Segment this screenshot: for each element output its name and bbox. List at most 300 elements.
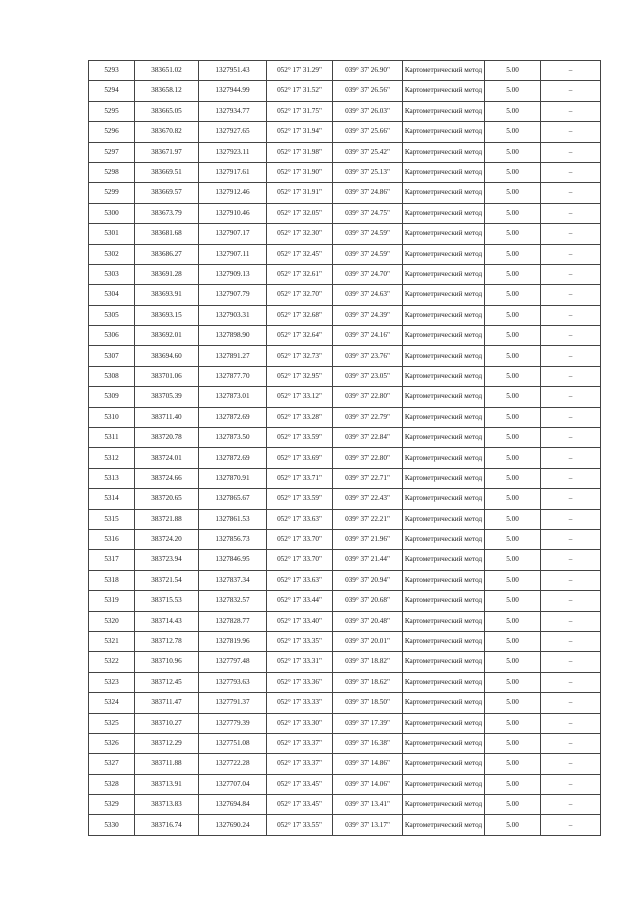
method-cell: Картометрический метод <box>403 631 485 651</box>
point-number-cell: 5308 <box>89 366 135 386</box>
table-row <box>89 591 601 611</box>
note-cell: – <box>541 529 601 549</box>
x-coordinate-cell: 383665.05 <box>135 101 199 121</box>
note-cell: – <box>541 693 601 713</box>
note-cell: – <box>541 672 601 692</box>
accuracy-cell: 5.00 <box>485 101 541 121</box>
latitude-cell: 052° 17' 31.94" <box>267 122 333 142</box>
accuracy-cell: 5.00 <box>485 203 541 223</box>
longitude-cell: 039° 37' 25.66" <box>333 122 403 142</box>
x-coordinate-cell: 383693.15 <box>135 305 199 325</box>
accuracy-cell: 5.00 <box>485 428 541 448</box>
x-coordinate-cell: 383691.28 <box>135 264 199 284</box>
accuracy-cell: 5.00 <box>485 142 541 162</box>
table-row <box>89 183 601 203</box>
latitude-cell: 052° 17' 33.70" <box>267 550 333 570</box>
point-number-cell: 5303 <box>89 264 135 284</box>
point-number-cell: 5320 <box>89 611 135 631</box>
method-cell: Картометрический метод <box>403 142 485 162</box>
method-cell: Картометрический метод <box>403 387 485 407</box>
table-row <box>89 693 601 713</box>
y-coordinate-cell: 1327912.46 <box>199 183 267 203</box>
y-coordinate-cell: 1327898.90 <box>199 326 267 346</box>
accuracy-cell: 5.00 <box>485 611 541 631</box>
accuracy-cell: 5.00 <box>485 387 541 407</box>
table-row <box>89 713 601 733</box>
note-cell: – <box>541 550 601 570</box>
accuracy-cell: 5.00 <box>485 754 541 774</box>
longitude-cell: 039° 37' 13.41" <box>333 795 403 815</box>
latitude-cell: 052° 17' 33.69" <box>267 448 333 468</box>
note-cell: – <box>541 652 601 672</box>
point-number-cell: 5299 <box>89 183 135 203</box>
y-coordinate-cell: 1327910.46 <box>199 203 267 223</box>
accuracy-cell: 5.00 <box>485 61 541 81</box>
method-cell: Картометрический метод <box>403 305 485 325</box>
point-number-cell: 5323 <box>89 672 135 692</box>
longitude-cell: 039° 37' 13.17" <box>333 815 403 835</box>
point-number-cell: 5319 <box>89 591 135 611</box>
y-coordinate-cell: 1327870.91 <box>199 468 267 488</box>
longitude-cell: 039° 37' 22.43" <box>333 489 403 509</box>
table-row <box>89 672 601 692</box>
x-coordinate-cell: 383724.20 <box>135 529 199 549</box>
note-cell: – <box>541 203 601 223</box>
longitude-cell: 039° 37' 22.80" <box>333 448 403 468</box>
point-number-cell: 5321 <box>89 631 135 651</box>
method-cell: Картометрический метод <box>403 693 485 713</box>
note-cell: – <box>541 122 601 142</box>
x-coordinate-cell: 383693.91 <box>135 285 199 305</box>
point-number-cell: 5312 <box>89 448 135 468</box>
longitude-cell: 039° 37' 18.82" <box>333 652 403 672</box>
accuracy-cell: 5.00 <box>485 285 541 305</box>
accuracy-cell: 5.00 <box>485 631 541 651</box>
latitude-cell: 052° 17' 33.28" <box>267 407 333 427</box>
accuracy-cell: 5.00 <box>485 468 541 488</box>
longitude-cell: 039° 37' 20.01" <box>333 631 403 651</box>
y-coordinate-cell: 1327861.53 <box>199 509 267 529</box>
longitude-cell: 039° 37' 20.68" <box>333 591 403 611</box>
x-coordinate-cell: 383712.29 <box>135 733 199 753</box>
point-number-cell: 5317 <box>89 550 135 570</box>
table-row <box>89 611 601 631</box>
longitude-cell: 039° 37' 26.56" <box>333 81 403 101</box>
table-row <box>89 448 601 468</box>
note-cell: – <box>541 733 601 753</box>
table-row <box>89 754 601 774</box>
y-coordinate-cell: 1327856.73 <box>199 529 267 549</box>
note-cell: – <box>541 224 601 244</box>
latitude-cell: 052° 17' 33.63" <box>267 570 333 590</box>
table-row <box>89 203 601 223</box>
method-cell: Картометрический метод <box>403 652 485 672</box>
note-cell: – <box>541 162 601 182</box>
longitude-cell: 039° 37' 14.86" <box>333 754 403 774</box>
longitude-cell: 039° 37' 24.59" <box>333 224 403 244</box>
point-number-cell: 5328 <box>89 774 135 794</box>
method-cell: Картометрический метод <box>403 244 485 264</box>
point-number-cell: 5325 <box>89 713 135 733</box>
latitude-cell: 052° 17' 32.45" <box>267 244 333 264</box>
longitude-cell: 039° 37' 24.16" <box>333 326 403 346</box>
note-cell: – <box>541 428 601 448</box>
note-cell: – <box>541 795 601 815</box>
method-cell: Картометрический метод <box>403 815 485 835</box>
longitude-cell: 039° 37' 25.13" <box>333 162 403 182</box>
x-coordinate-cell: 383715.53 <box>135 591 199 611</box>
note-cell: – <box>541 81 601 101</box>
accuracy-cell: 5.00 <box>485 305 541 325</box>
y-coordinate-cell: 1327707.04 <box>199 774 267 794</box>
y-coordinate-cell: 1327797.48 <box>199 652 267 672</box>
accuracy-cell: 5.00 <box>485 652 541 672</box>
latitude-cell: 052° 17' 32.64" <box>267 326 333 346</box>
note-cell: – <box>541 366 601 386</box>
accuracy-cell: 5.00 <box>485 550 541 570</box>
x-coordinate-cell: 383713.83 <box>135 795 199 815</box>
longitude-cell: 039° 37' 22.80" <box>333 387 403 407</box>
longitude-cell: 039° 37' 20.94" <box>333 570 403 590</box>
latitude-cell: 052° 17' 33.35" <box>267 631 333 651</box>
latitude-cell: 052° 17' 33.71" <box>267 468 333 488</box>
longitude-cell: 039° 37' 23.05" <box>333 366 403 386</box>
note-cell: – <box>541 285 601 305</box>
method-cell: Картометрический метод <box>403 122 485 142</box>
x-coordinate-cell: 383713.91 <box>135 774 199 794</box>
latitude-cell: 052° 17' 31.52" <box>267 81 333 101</box>
y-coordinate-cell: 1327873.01 <box>199 387 267 407</box>
table-row <box>89 407 601 427</box>
x-coordinate-cell: 383692.01 <box>135 326 199 346</box>
method-cell: Картометрический метод <box>403 285 485 305</box>
accuracy-cell: 5.00 <box>485 795 541 815</box>
point-number-cell: 5330 <box>89 815 135 835</box>
method-cell: Картометрический метод <box>403 346 485 366</box>
note-cell: – <box>541 489 601 509</box>
method-cell: Картометрический метод <box>403 795 485 815</box>
latitude-cell: 052° 17' 31.98" <box>267 142 333 162</box>
longitude-cell: 039° 37' 21.44" <box>333 550 403 570</box>
latitude-cell: 052° 17' 33.45" <box>267 795 333 815</box>
accuracy-cell: 5.00 <box>485 448 541 468</box>
table-row <box>89 366 601 386</box>
latitude-cell: 052° 17' 32.70" <box>267 285 333 305</box>
table-row <box>89 529 601 549</box>
note-cell: – <box>541 591 601 611</box>
accuracy-cell: 5.00 <box>485 815 541 835</box>
latitude-cell: 052° 17' 31.91" <box>267 183 333 203</box>
point-number-cell: 5301 <box>89 224 135 244</box>
y-coordinate-cell: 1327828.77 <box>199 611 267 631</box>
y-coordinate-cell: 1327819.96 <box>199 631 267 651</box>
accuracy-cell: 5.00 <box>485 162 541 182</box>
latitude-cell: 052° 17' 31.29" <box>267 61 333 81</box>
table-row <box>89 815 601 835</box>
point-number-cell: 5306 <box>89 326 135 346</box>
method-cell: Картометрический метод <box>403 611 485 631</box>
y-coordinate-cell: 1327907.17 <box>199 224 267 244</box>
point-number-cell: 5314 <box>89 489 135 509</box>
longitude-cell: 039° 37' 24.59" <box>333 244 403 264</box>
accuracy-cell: 5.00 <box>485 183 541 203</box>
accuracy-cell: 5.00 <box>485 122 541 142</box>
y-coordinate-cell: 1327877.70 <box>199 366 267 386</box>
y-coordinate-cell: 1327872.69 <box>199 407 267 427</box>
note-cell: – <box>541 774 601 794</box>
note-cell: – <box>541 448 601 468</box>
longitude-cell: 039° 37' 14.06" <box>333 774 403 794</box>
note-cell: – <box>541 244 601 264</box>
point-number-cell: 5315 <box>89 509 135 529</box>
longitude-cell: 039° 37' 18.62" <box>333 672 403 692</box>
latitude-cell: 052° 17' 33.70" <box>267 529 333 549</box>
table-row <box>89 570 601 590</box>
coordinates-table-body <box>89 61 601 836</box>
accuracy-cell: 5.00 <box>485 591 541 611</box>
latitude-cell: 052° 17' 32.05" <box>267 203 333 223</box>
accuracy-cell: 5.00 <box>485 366 541 386</box>
method-cell: Картометрический метод <box>403 754 485 774</box>
x-coordinate-cell: 383712.78 <box>135 631 199 651</box>
latitude-cell: 052° 17' 31.90" <box>267 162 333 182</box>
method-cell: Картометрический метод <box>403 224 485 244</box>
note-cell: – <box>541 631 601 651</box>
accuracy-cell: 5.00 <box>485 570 541 590</box>
note-cell: – <box>541 264 601 284</box>
point-number-cell: 5295 <box>89 101 135 121</box>
latitude-cell: 052° 17' 33.63" <box>267 509 333 529</box>
accuracy-cell: 5.00 <box>485 489 541 509</box>
table-row <box>89 326 601 346</box>
longitude-cell: 039° 37' 22.79" <box>333 407 403 427</box>
y-coordinate-cell: 1327690.24 <box>199 815 267 835</box>
table-row <box>89 774 601 794</box>
latitude-cell: 052° 17' 33.37" <box>267 754 333 774</box>
point-number-cell: 5327 <box>89 754 135 774</box>
point-number-cell: 5298 <box>89 162 135 182</box>
longitude-cell: 039° 37' 22.21" <box>333 509 403 529</box>
note-cell: – <box>541 468 601 488</box>
longitude-cell: 039° 37' 26.03" <box>333 101 403 121</box>
y-coordinate-cell: 1327891.27 <box>199 346 267 366</box>
y-coordinate-cell: 1327934.77 <box>199 101 267 121</box>
latitude-cell: 052° 17' 32.73" <box>267 346 333 366</box>
method-cell: Картометрический метод <box>403 61 485 81</box>
point-number-cell: 5326 <box>89 733 135 753</box>
method-cell: Картометрический метод <box>403 489 485 509</box>
y-coordinate-cell: 1327873.50 <box>199 428 267 448</box>
point-number-cell: 5313 <box>89 468 135 488</box>
point-number-cell: 5294 <box>89 81 135 101</box>
x-coordinate-cell: 383669.51 <box>135 162 199 182</box>
y-coordinate-cell: 1327791.37 <box>199 693 267 713</box>
note-cell: – <box>541 387 601 407</box>
table-row <box>89 387 601 407</box>
longitude-cell: 039° 37' 17.39" <box>333 713 403 733</box>
accuracy-cell: 5.00 <box>485 693 541 713</box>
latitude-cell: 052° 17' 33.36" <box>267 672 333 692</box>
x-coordinate-cell: 383705.39 <box>135 387 199 407</box>
note-cell: – <box>541 754 601 774</box>
longitude-cell: 039° 37' 23.76" <box>333 346 403 366</box>
x-coordinate-cell: 383716.74 <box>135 815 199 835</box>
note-cell: – <box>541 61 601 81</box>
y-coordinate-cell: 1327872.69 <box>199 448 267 468</box>
method-cell: Картометрический метод <box>403 774 485 794</box>
method-cell: Картометрический метод <box>403 570 485 590</box>
method-cell: Картометрический метод <box>403 81 485 101</box>
coordinates-table <box>88 60 601 836</box>
longitude-cell: 039° 37' 22.71" <box>333 468 403 488</box>
point-number-cell: 5318 <box>89 570 135 590</box>
latitude-cell: 052° 17' 33.55" <box>267 815 333 835</box>
x-coordinate-cell: 383686.27 <box>135 244 199 264</box>
x-coordinate-cell: 383670.82 <box>135 122 199 142</box>
x-coordinate-cell: 383681.68 <box>135 224 199 244</box>
note-cell: – <box>541 815 601 835</box>
y-coordinate-cell: 1327832.57 <box>199 591 267 611</box>
x-coordinate-cell: 383714.43 <box>135 611 199 631</box>
point-number-cell: 5302 <box>89 244 135 264</box>
table-row <box>89 346 601 366</box>
latitude-cell: 052° 17' 33.59" <box>267 428 333 448</box>
note-cell: – <box>541 713 601 733</box>
note-cell: – <box>541 183 601 203</box>
latitude-cell: 052° 17' 33.37" <box>267 733 333 753</box>
x-coordinate-cell: 383671.97 <box>135 142 199 162</box>
method-cell: Картометрический метод <box>403 264 485 284</box>
note-cell: – <box>541 142 601 162</box>
point-number-cell: 5311 <box>89 428 135 448</box>
x-coordinate-cell: 383711.88 <box>135 754 199 774</box>
y-coordinate-cell: 1327722.28 <box>199 754 267 774</box>
x-coordinate-cell: 383721.54 <box>135 570 199 590</box>
method-cell: Картометрический метод <box>403 326 485 346</box>
x-coordinate-cell: 383701.06 <box>135 366 199 386</box>
table-row <box>89 733 601 753</box>
y-coordinate-cell: 1327951.43 <box>199 61 267 81</box>
x-coordinate-cell: 383669.57 <box>135 183 199 203</box>
latitude-cell: 052° 17' 32.61" <box>267 264 333 284</box>
point-number-cell: 5329 <box>89 795 135 815</box>
longitude-cell: 039° 37' 24.63" <box>333 285 403 305</box>
latitude-cell: 052° 17' 33.59" <box>267 489 333 509</box>
method-cell: Картометрический метод <box>403 733 485 753</box>
table-row <box>89 795 601 815</box>
x-coordinate-cell: 383658.12 <box>135 81 199 101</box>
accuracy-cell: 5.00 <box>485 326 541 346</box>
x-coordinate-cell: 383712.45 <box>135 672 199 692</box>
method-cell: Картометрический метод <box>403 713 485 733</box>
longitude-cell: 039° 37' 20.48" <box>333 611 403 631</box>
note-cell: – <box>541 326 601 346</box>
method-cell: Картометрический метод <box>403 183 485 203</box>
table-row <box>89 101 601 121</box>
y-coordinate-cell: 1327846.95 <box>199 550 267 570</box>
accuracy-cell: 5.00 <box>485 713 541 733</box>
latitude-cell: 052° 17' 32.30" <box>267 224 333 244</box>
point-number-cell: 5307 <box>89 346 135 366</box>
table-row <box>89 285 601 305</box>
latitude-cell: 052° 17' 32.68" <box>267 305 333 325</box>
method-cell: Картометрический метод <box>403 672 485 692</box>
y-coordinate-cell: 1327751.08 <box>199 733 267 753</box>
accuracy-cell: 5.00 <box>485 509 541 529</box>
x-coordinate-cell: 383711.40 <box>135 407 199 427</box>
x-coordinate-cell: 383724.01 <box>135 448 199 468</box>
longitude-cell: 039° 37' 26.90" <box>333 61 403 81</box>
x-coordinate-cell: 383711.47 <box>135 693 199 713</box>
longitude-cell: 039° 37' 24.75" <box>333 203 403 223</box>
accuracy-cell: 5.00 <box>485 224 541 244</box>
method-cell: Картометрический метод <box>403 529 485 549</box>
table-row <box>89 428 601 448</box>
latitude-cell: 052° 17' 33.44" <box>267 591 333 611</box>
table-row <box>89 550 601 570</box>
note-cell: – <box>541 305 601 325</box>
point-number-cell: 5310 <box>89 407 135 427</box>
table-row <box>89 489 601 509</box>
method-cell: Картометрический метод <box>403 550 485 570</box>
point-number-cell: 5297 <box>89 142 135 162</box>
point-number-cell: 5300 <box>89 203 135 223</box>
x-coordinate-cell: 383710.27 <box>135 713 199 733</box>
accuracy-cell: 5.00 <box>485 529 541 549</box>
longitude-cell: 039° 37' 24.70" <box>333 264 403 284</box>
x-coordinate-cell: 383724.66 <box>135 468 199 488</box>
method-cell: Картометрический метод <box>403 468 485 488</box>
longitude-cell: 039° 37' 24.39" <box>333 305 403 325</box>
table-row <box>89 162 601 182</box>
table-row <box>89 61 601 81</box>
note-cell: – <box>541 346 601 366</box>
y-coordinate-cell: 1327903.31 <box>199 305 267 325</box>
latitude-cell: 052° 17' 33.45" <box>267 774 333 794</box>
table-row <box>89 305 601 325</box>
method-cell: Картометрический метод <box>403 162 485 182</box>
latitude-cell: 052° 17' 33.12" <box>267 387 333 407</box>
method-cell: Картометрический метод <box>403 509 485 529</box>
longitude-cell: 039° 37' 22.84" <box>333 428 403 448</box>
point-number-cell: 5304 <box>89 285 135 305</box>
table-row <box>89 468 601 488</box>
table-row <box>89 509 601 529</box>
latitude-cell: 052° 17' 33.40" <box>267 611 333 631</box>
point-number-cell: 5293 <box>89 61 135 81</box>
table-row <box>89 81 601 101</box>
longitude-cell: 039° 37' 18.50" <box>333 693 403 713</box>
y-coordinate-cell: 1327944.99 <box>199 81 267 101</box>
accuracy-cell: 5.00 <box>485 81 541 101</box>
table-row <box>89 652 601 672</box>
y-coordinate-cell: 1327694.84 <box>199 795 267 815</box>
point-number-cell: 5324 <box>89 693 135 713</box>
latitude-cell: 052° 17' 33.33" <box>267 693 333 713</box>
y-coordinate-cell: 1327793.63 <box>199 672 267 692</box>
x-coordinate-cell: 383720.65 <box>135 489 199 509</box>
longitude-cell: 039° 37' 24.86" <box>333 183 403 203</box>
y-coordinate-cell: 1327779.39 <box>199 713 267 733</box>
x-coordinate-cell: 383710.96 <box>135 652 199 672</box>
accuracy-cell: 5.00 <box>485 244 541 264</box>
table-row <box>89 244 601 264</box>
note-cell: – <box>541 407 601 427</box>
table-row <box>89 142 601 162</box>
x-coordinate-cell: 383720.78 <box>135 428 199 448</box>
table-row <box>89 122 601 142</box>
point-number-cell: 5322 <box>89 652 135 672</box>
